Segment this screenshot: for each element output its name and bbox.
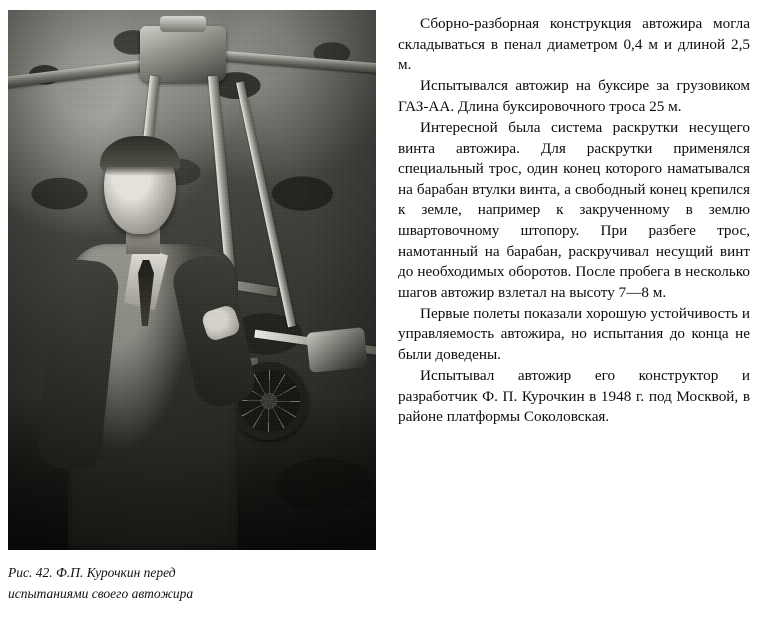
figure-block xyxy=(8,10,378,604)
figure-caption-line-1: Рис. 42. Ф.П. Курочкин перед xyxy=(8,565,176,580)
body-paragraph: Первые полеты показали хорошую устойчивость и управляемость автожира, но испытания до конца не были доведены. xyxy=(398,304,750,363)
figure-caption xyxy=(8,562,338,604)
body-paragraph: Интересной была система раскрутки несущего винта автожира. Для раскрутки применялся специальный трос, один конец которого наматывался на барабан втулки винта, а свободный конец крепился к земле, например к закрученному в землю швартовочному штопору. При разбеге трос, намотанный на барабан, раскручивал несущий винт до необходимых оборотов. После пробега в несколько шагов автожир взлетал на высоту 7—8 м. xyxy=(398,118,750,301)
figure-caption-line-2: испытаниями своего автожира xyxy=(8,586,194,601)
autogyro-photograph xyxy=(8,10,376,550)
body-text-column xyxy=(398,14,750,428)
body-paragraph: Испытывался автожир на буксире за грузовиком ГАЗ-АА. Длина буксировочного троса 25 м. xyxy=(398,77,750,115)
body-paragraph: Сборно-разборная конструкция автожира могла складываться в пенал диаметром 0,4 м и длиной 2,5 м. xyxy=(398,15,750,74)
photo-grain-overlay xyxy=(8,10,376,550)
body-paragraph: Испытывал автожир его конструктор и разработчик Ф. П. Курочкин в 1948 г. под Москвой, в районе платформы Соколовская. xyxy=(398,367,750,426)
